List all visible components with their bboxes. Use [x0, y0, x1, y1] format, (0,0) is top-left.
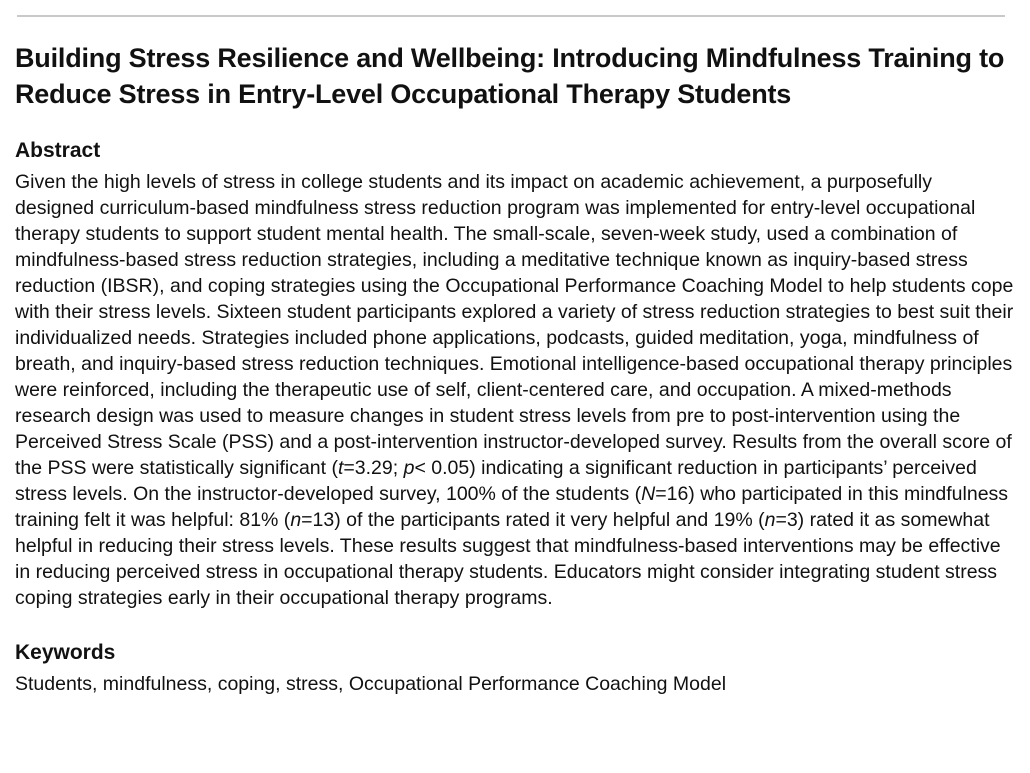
keywords-text: Students, mindfulness, coping, stress, Occupational Performance Coaching Model	[15, 673, 727, 695]
abstract-heading: Abstract	[15, 139, 101, 162]
abstract-text: Given the high levels of stress in college students and its impact on academic achievement, a purposefully designed curriculum-based mindfulness stress reduction program was implemented for entry-level occupational therapy students to support student mental health. The small-scale, seven-week study, used a combination of mindfulness-based stress reduction strategies, including a meditative technique known as inquiry-based stress reduction (IBSR), and coping strategies using the Occupational Performance Coaching Model to help students cope with their stress levels. Sixteen student participants explored a variety of stress reduction strategies to best suit their individualized needs. Strategies included phone applications, podcasts, guided meditation, yoga, mindfulness of breath, and inquiry-based stress reduction techniques. Emotional intelligence-based occupational therapy principles were reinforced, including the therapeutic use of self, client-centered care, and occupation. A mixed-methods research design was used to measure changes in student stress levels from pre to post-intervention using the Perceived Stress Scale (PSS) and a post-intervention instructor-developed survey. Results from the overall score of the PSS were statistically significant (t=3.29; p< 0.05) indicating a significant reduction in participants’ perceived stress levels. On the instructor-developed survey, 100% of the students (N=16) who participated in this mindfulness training felt it was helpful: 81% (n=13) of the participants rated it very helpful and 19% (n=3) rated it as somewhat helpful in reducing their stress levels. These results suggest that mindfulness-based interventions may be effective in reducing perceived stress in occupational therapy students. Educators might consider integrating student stress coping strategies early in their occupational therapy programs.	[15, 171, 1014, 609]
paper-title: Building Stress Resilience and Wellbeing: Introducing Mindfulness Training to Reduce Stress in Entry-Level Occupational Therapy Students	[15, 43, 1005, 109]
keywords-heading: Keywords	[15, 641, 116, 664]
top-divider	[17, 15, 1005, 17]
